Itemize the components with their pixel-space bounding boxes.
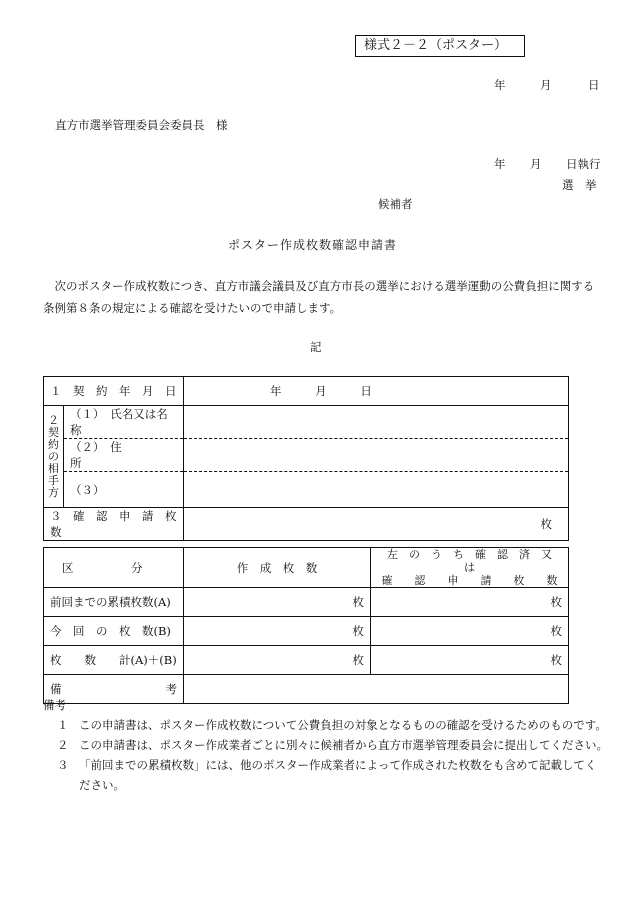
row-label: 枚 数 計(A)＋(B): [44, 646, 184, 675]
notes-section: [43, 695, 613, 795]
election-label: 選 挙: [562, 178, 597, 192]
addressee: 直方市選挙管理委員会委員長 様: [55, 118, 228, 132]
note-item: ２ この申請書は、ポスター作成業者ごとに別々に候補者から直方市選挙管理委員会に提出してください。: [57, 738, 608, 752]
party-address-field[interactable]: [184, 439, 569, 472]
notes-title: 備考: [43, 698, 66, 712]
form-label: 様式２－２（ポスター）: [355, 35, 525, 57]
date-year: 年: [494, 78, 506, 92]
contract-date-value[interactable]: [184, 377, 569, 406]
row-label: 今 回 の 枚 数(B): [44, 617, 184, 646]
created-count-field[interactable]: 枚: [184, 617, 371, 646]
request-count-label: ３ 確 認 申 請 枚 数: [44, 508, 184, 541]
row-label: 前回までの累積枚数(A): [44, 588, 184, 617]
confirmed-count-field[interactable]: 枚: [371, 588, 569, 617]
header-created: 作 成 枚 数: [184, 548, 371, 588]
party-address-label: （２） 住 所: [64, 439, 184, 472]
document-title: ポスター作成枚数確認申請書: [228, 238, 398, 252]
request-count-unit: 枚: [540, 517, 552, 531]
note-item: ３ 「前回までの累積枚数」には、他のポスター作成業者によって作成された枚数をも含めて記載してください。: [57, 758, 597, 792]
ki-label: 記: [310, 340, 322, 354]
party-name-label: （１） 氏名又は名称: [64, 406, 184, 439]
table-row: [44, 588, 569, 617]
candidate-label: 候補者: [378, 197, 413, 211]
confirmed-count-field[interactable]: 枚: [371, 617, 569, 646]
contract-day: 日: [360, 384, 372, 398]
party-other-label: （３）: [64, 472, 184, 508]
contract-month: 月: [315, 384, 327, 398]
remarks-label: 備 考: [44, 675, 184, 704]
body-paragraph: 次のポスター作成枚数につき、直方市議会議員及び直方市長の選挙における選挙運動の公費負担に関する条例第８条の規定による確認を受けたいので申請します。: [43, 279, 595, 315]
contract-date-label: １ 契 約 年 月 日: [44, 377, 184, 406]
contract-year: 年: [270, 384, 282, 398]
request-count-field[interactable]: [184, 508, 569, 541]
election-year: 年: [494, 157, 506, 171]
party-other-field[interactable]: [184, 472, 569, 508]
contract-table: [43, 376, 569, 541]
party-name-field[interactable]: [184, 406, 569, 439]
note-item: １ この申請書は、ポスター作成枚数について公費負担の対象となるものの確認を受けるためのものです。: [57, 718, 607, 732]
election-month: 月: [530, 157, 542, 171]
created-count-field[interactable]: 枚: [184, 646, 371, 675]
confirmed-count-field[interactable]: 枚: [371, 646, 569, 675]
election-day: 日執行: [566, 157, 601, 171]
date-day: 日: [588, 78, 600, 92]
table-row: [44, 646, 569, 675]
date-month: 月: [540, 78, 552, 92]
count-table: [43, 547, 569, 704]
header-category: 区 分: [44, 548, 184, 588]
table-row: [44, 617, 569, 646]
created-count-field[interactable]: 枚: [184, 588, 371, 617]
contract-party-label: ２ 契 約 の 相 手 方: [44, 406, 64, 508]
header-confirmed: 左 の う ち 確 認 済 又 は 確 認 申 請 枚 数: [371, 548, 569, 588]
